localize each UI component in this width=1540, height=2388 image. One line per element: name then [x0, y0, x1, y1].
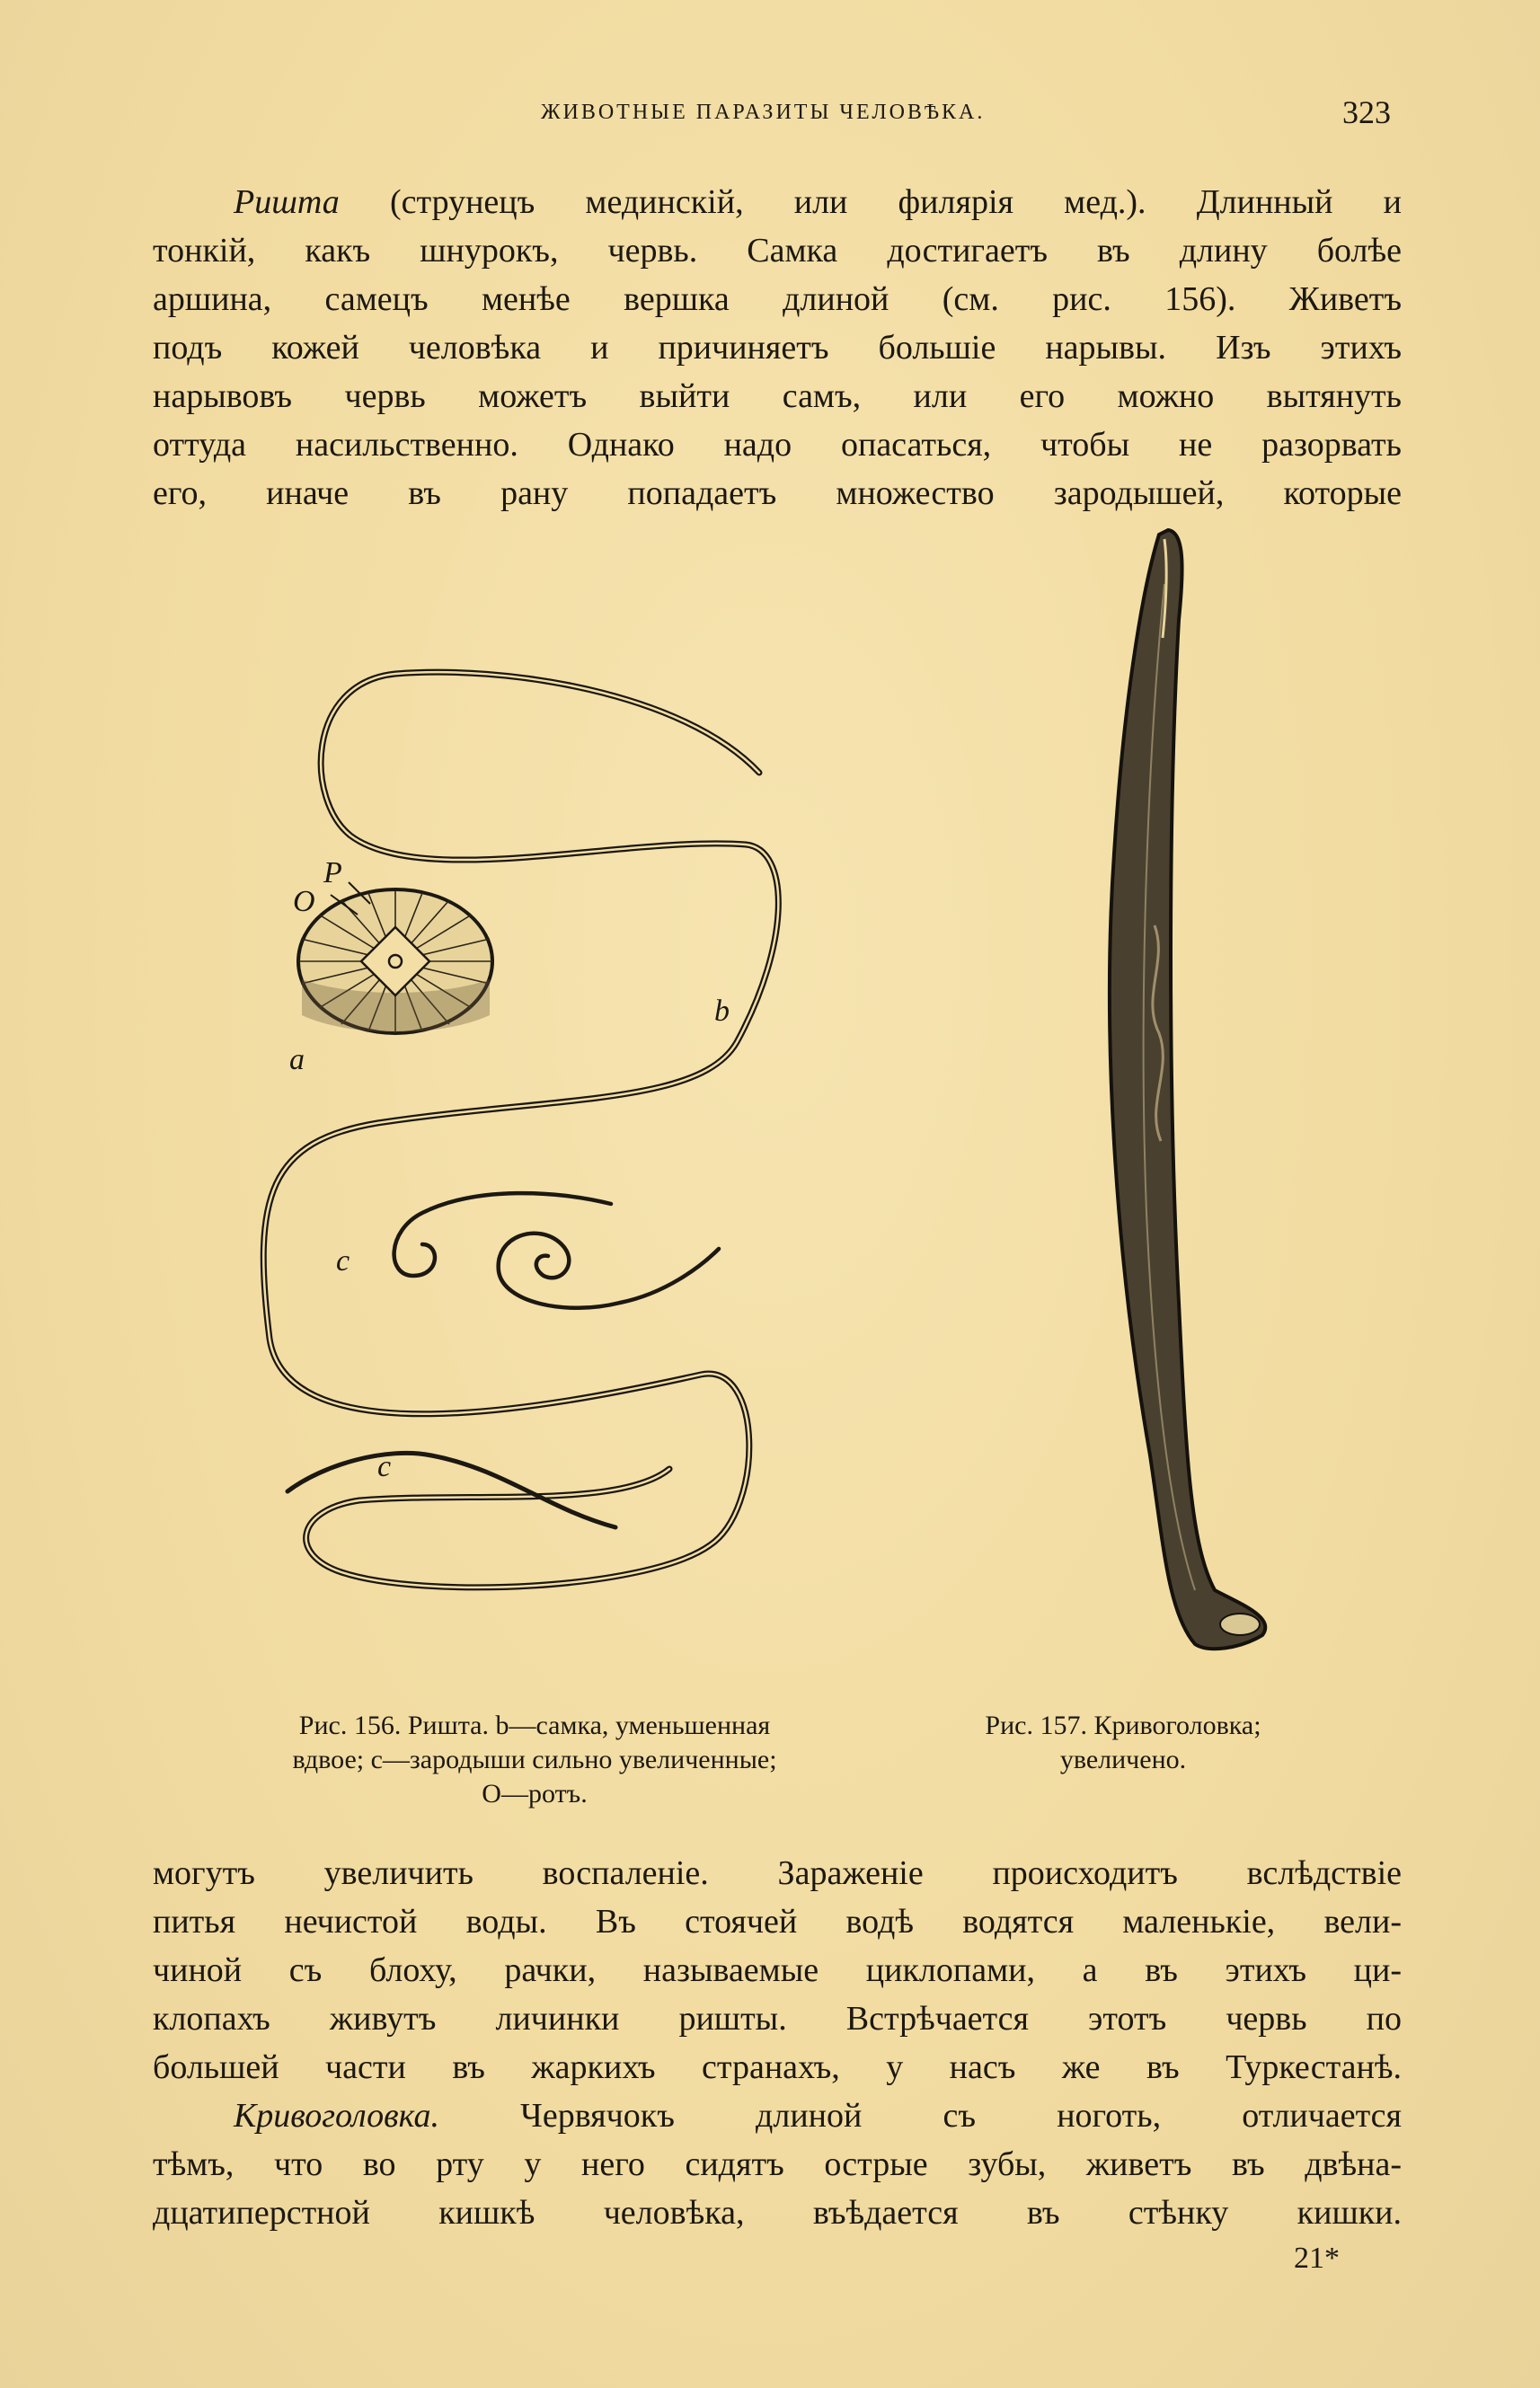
text-line: Ришта (струнецъ мединскій, или филярія мед.). Длинный и — [234, 183, 1402, 221]
text-line: чиной съ блоху, рачки, называемые циклопами, а въ этихъ ци- — [153, 1951, 1402, 1989]
paragraph-rishta — [153, 178, 1402, 517]
signature-mark: 21* — [1294, 2242, 1340, 2275]
text-line: аршина, самецъ менѣе вершка длиной (см. рис. 156). Живетъ — [153, 280, 1402, 318]
figure-illustrations — [0, 512, 1540, 1689]
label-c-embryos: c — [336, 1244, 350, 1278]
label-o: O — [293, 885, 315, 918]
page-number: 323 — [1342, 94, 1391, 130]
worm-head-section-illustration — [298, 882, 492, 1033]
text-line: его, иначе въ рану попадаетъ множество зародышей, которые — [153, 474, 1402, 512]
page-header — [0, 90, 1540, 135]
text-line: подъ кожей человѣка и причиняетъ большіе нарывы. Изъ этихъ — [153, 329, 1402, 367]
text-line: тонкій, какъ шнурокъ, червь. Самка достигаетъ въ длину болѣе — [153, 232, 1402, 270]
text-line: оттуда насильственно. Однако надо опасаться, чтобы не разорвать — [153, 426, 1402, 464]
hookworm-illustration — [1110, 530, 1265, 1649]
term-krivogolovka: Кривоголовка. — [234, 2097, 439, 2135]
paragraph-continuation — [153, 1849, 1402, 2237]
text-line: большей части въ жаркихъ странахъ, у насъ же въ Туркестанѣ. — [153, 2048, 1402, 2086]
text-line: могутъ увеличить воспаленіе. Зараженіе происходитъ вслѣдствіе — [153, 1854, 1402, 1892]
text-line: нарывовъ червь можетъ выйти самъ, или его можно вытянуть — [153, 377, 1402, 415]
figures-area — [0, 512, 1540, 1809]
label-c-embryo-long: c — [377, 1450, 392, 1483]
figure-157-caption: Рис. 157. Кривоголовка; увеличено. — [985, 1711, 1261, 1774]
running-title: ЖИВОТНЫЕ ПАРАЗИТЫ ЧЕЛОВѢКА. — [541, 101, 986, 124]
text-line: тѣмъ, что во рту у него сидятъ острые зубы, живетъ въ двѣна- — [153, 2145, 1402, 2183]
term-rishta: Ришта — [234, 183, 340, 221]
label-b: b — [714, 995, 730, 1028]
text-line: Кривоголовка. Червячокъ длиной съ ноготь, отличается — [234, 2097, 1402, 2135]
figure-156-caption: Рис. 156. Ришта. b—самка, уменьшенная вдвое; с—зародыши сильно увеличенные; О—ротъ. — [292, 1711, 777, 1809]
worm-female-illustration — [263, 672, 778, 1588]
label-p: P — [323, 856, 342, 889]
text-line: питья нечистой воды. Въ стоячей водѣ водятся маленькіе, вели- — [153, 1903, 1402, 1941]
text-line: дцатиперстной кишкѣ человѣка, въѣдается въ стѣнку кишки. — [153, 2194, 1402, 2232]
label-a: a — [289, 1043, 305, 1076]
text-line: клопахъ живутъ личинки ришты. Встрѣчается этотъ червь по — [153, 2000, 1402, 2038]
